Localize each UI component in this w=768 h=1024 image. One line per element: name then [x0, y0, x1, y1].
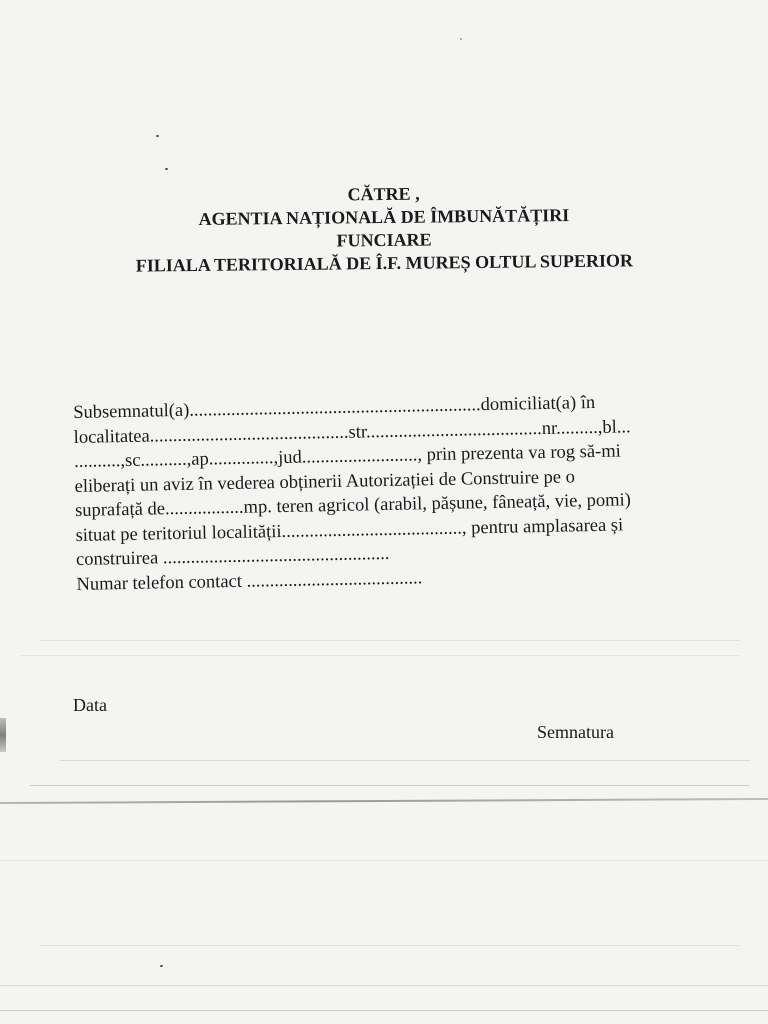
heading-line-catre: CĂTRE ,	[347, 183, 420, 205]
scan-artifact-line	[30, 785, 750, 786]
body-line-telefon: Numar telefon contact ......................................	[76, 567, 423, 595]
body-line-situat: situat pe teritoriul localității......................................., pentru amplasarea și	[75, 514, 624, 546]
scan-artifact-line	[40, 945, 740, 946]
scan-speck	[165, 168, 168, 170]
heading-line-agency: AGENTIA NAȚIONALĂ DE ÎMBUNĂTĂȚIRI	[198, 205, 570, 229]
body-line-construirea: construirea .................................................	[75, 543, 390, 570]
scan-artifact-line	[40, 640, 740, 641]
request-body	[73, 388, 737, 597]
heading-line-branch: FILIALA TERITORIALĂ DE Î.F. MUREȘ OLTUL SUPERIOR	[135, 250, 634, 276]
scan-edge-mark	[0, 718, 6, 752]
scan-speck	[460, 38, 462, 40]
heading-line-funciare: FUNCIARE	[336, 229, 432, 251]
body-line-eliberati: eliberați un aviz în vederea obținerii Autorizației de Construire pe o	[74, 466, 576, 497]
signature-label: Semnatura	[537, 722, 614, 742]
scan-artifact-line	[0, 1010, 768, 1011]
scan-artifact-line	[0, 860, 768, 861]
scan-artifact-line	[0, 985, 768, 986]
scan-artifact-line	[60, 760, 750, 761]
page-fold-edge	[0, 798, 768, 804]
scan-speck	[156, 135, 159, 137]
body-line-suprafata: suprafață de.................mp. teren agricol (arabil, pășune, fâneață, vie, pomi)	[74, 490, 632, 521]
addressee-heading	[0, 179, 768, 279]
body-line-subsemnatul: Subsemnatul(a)...............................................................domiciliat(a) în	[73, 392, 596, 423]
scan-artifact-line	[20, 655, 740, 656]
scan-speck	[160, 965, 163, 967]
body-line-sc-ap-jud: ..........,sc..........,ap..............,jud........................., prin prezenta va rog să-mi	[73, 441, 621, 472]
body-line-localitatea: localitatea...........................................str......................................nr.........,bl...	[73, 416, 631, 448]
date-label: Data	[73, 695, 107, 715]
